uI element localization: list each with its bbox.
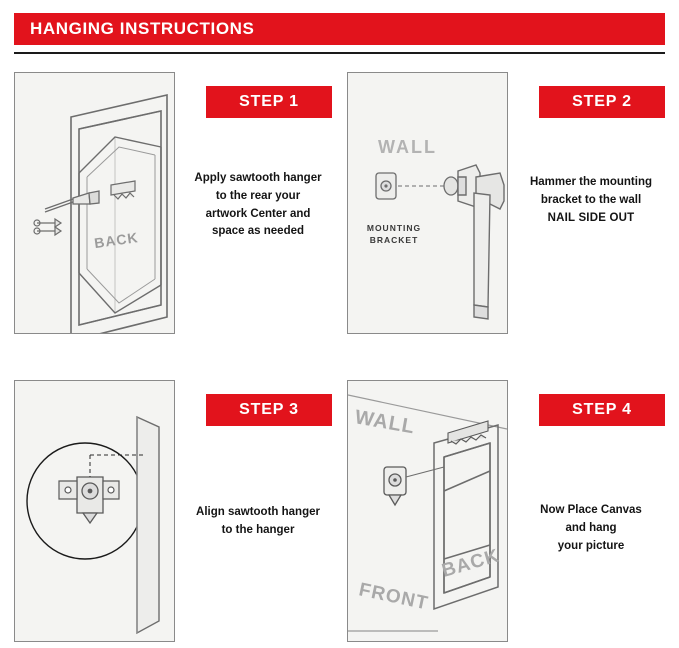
- step-1: [14, 72, 332, 334]
- step-4-description: [517, 502, 665, 555]
- illustration-label-mounting: MOUNTING: [366, 223, 422, 233]
- step-4-illustration: [347, 380, 508, 642]
- step-1-description: [184, 170, 332, 241]
- step-2-line-2: bracket to the wall: [540, 193, 642, 206]
- step-3-line-2: to the hanger: [221, 523, 295, 536]
- step-2-illustration: [347, 72, 508, 334]
- step-4-text: [517, 380, 665, 642]
- step-2-line-3: NAIL SIDE OUT: [547, 211, 635, 224]
- step-1-illustration: [14, 72, 175, 334]
- illustration-label-back: BACK: [439, 545, 502, 582]
- step-2: [347, 72, 665, 334]
- step-3-description: [184, 504, 332, 540]
- step-2-badge: STEP 2: [539, 86, 665, 118]
- step-4-badge: STEP 4: [539, 394, 665, 426]
- illustration-label-wall: WALL: [378, 137, 437, 157]
- step-1-line-1: Apply sawtooth hanger: [194, 172, 322, 184]
- step-3-badge: STEP 3: [206, 394, 332, 426]
- title-divider: [14, 52, 665, 54]
- step-4-line-3: your picture: [557, 539, 625, 552]
- step-4-line-2: and hang: [565, 521, 617, 534]
- step-3-text: [184, 380, 332, 642]
- illustration-label-bracket: BRACKET: [369, 235, 419, 245]
- illustration-label-back: BACK: [93, 229, 140, 252]
- page-title-bar: [14, 13, 665, 45]
- step-1-line-4: space as needed: [211, 225, 305, 238]
- step-1-text: [184, 72, 332, 334]
- steps-grid: [14, 72, 665, 632]
- step-2-description: [517, 174, 665, 227]
- step-4-line-1: Now Place Canvas: [540, 504, 642, 516]
- step-3-line-1: Align sawtooth hanger: [196, 506, 320, 518]
- page-title: HANGING INSTRUCTIONS: [30, 19, 255, 38]
- step-3-illustration: [14, 380, 175, 642]
- step-2-line-1: Hammer the mounting: [529, 176, 653, 188]
- step-1-line-2: to the rear your: [215, 189, 301, 202]
- step-2-text: [517, 72, 665, 334]
- step-1-line-3: artwork Center and: [205, 207, 311, 220]
- step-3: [14, 380, 332, 642]
- step-4: [347, 380, 665, 642]
- illustration-label-wall: WALL: [353, 406, 417, 439]
- step-1-badge: STEP 1: [206, 86, 332, 118]
- illustration-label-front: FRONT: [356, 579, 431, 615]
